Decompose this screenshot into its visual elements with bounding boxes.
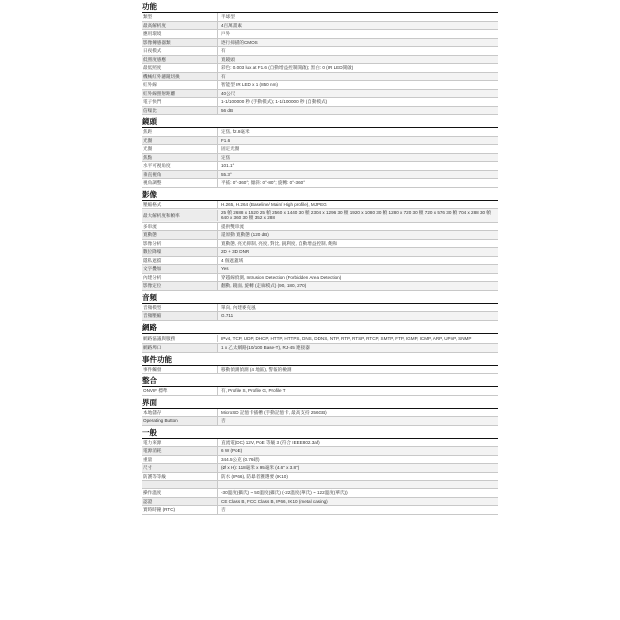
spec-row (142, 39, 498, 48)
spec-row (142, 64, 498, 73)
spec-row (142, 481, 498, 489)
spec-label: 紅外線照射距離 (142, 90, 218, 98)
spec-value: IPv4, TCP, UDP, DHCP, HTTP, HTTPS, DNS, DDNS, NTP, RTP, RTSP, RTCP, SMTP, FTP, IGMP, ICMP, ARP, UPnP, SNMP (221, 335, 472, 341)
spec-label: 影像傳感器類 (142, 39, 218, 47)
spec-label: 尺寸 (142, 464, 218, 472)
spec-label: 寬動態 (142, 231, 218, 239)
spec-label: 網路協議與服務 (142, 335, 218, 343)
spec-value: (Ø x H): 118毫米 x 95毫米 (4.6" x 3.8") (221, 465, 300, 471)
spec-label: 光圈 (142, 137, 218, 145)
spec-label: 重量 (142, 456, 218, 464)
spec-row (142, 387, 498, 396)
section-title: 界面 (142, 397, 157, 407)
spec-row (142, 30, 498, 39)
spec-label: 最低照度 (142, 64, 218, 72)
spec-value: 智能型 IR LED x 1 (850 nm) (221, 82, 278, 88)
spec-label: 電力來源 (142, 439, 218, 447)
spec-row (142, 56, 498, 65)
spec-value: 單向, 內建麥克風 (221, 304, 256, 310)
spec-label: 認證 (142, 498, 218, 506)
spec-value: 半球型 (221, 14, 235, 20)
spec-label: 數位降噪 (142, 248, 218, 256)
spec-label: Operating Button (142, 417, 218, 425)
spec-label: 電源消耗 (142, 447, 218, 455)
spec-value: 穿越線偵測, Intrusion Detection (Forbidden Area Detection) (221, 274, 342, 280)
spec-value: H.265, H.264 (Baseline/ Main/ High profile), MJPEG (221, 201, 327, 207)
spec-label: 信噪比 (142, 107, 218, 115)
spec-value: 提供雙串流 (221, 223, 244, 229)
spec-label: 視角調整 (142, 179, 218, 187)
spec-row (142, 447, 498, 456)
spec-value: 直流電(DC) 12V, PoE 等級 3 (符合 IEEE802.3af) (221, 439, 320, 445)
section-title: 影像 (142, 189, 157, 199)
spec-table (142, 438, 498, 515)
spec-label: 最大解析度和幀率 (142, 210, 218, 221)
section-title: 整合 (142, 376, 157, 386)
section-title: 一般 (142, 427, 157, 437)
spec-row (142, 231, 498, 240)
spec-row (142, 162, 498, 171)
spec-row (142, 223, 498, 232)
spec-label: 防護等等級 (142, 473, 218, 481)
spec-label: 影像定位 (142, 282, 218, 290)
spec-label: 焦距 (142, 128, 218, 136)
spec-label (142, 481, 218, 488)
spec-value: -30溫度(攝氏) ~ 50溫度(攝氏) (-22溫度(華氏) ~ 122溫度(華氏)) (221, 490, 348, 496)
spec-value: 防水 (IP66), 防暴者獲選要 (IK10) (221, 473, 288, 479)
spec-label: 電子快門 (142, 98, 218, 106)
spec-row (142, 464, 498, 473)
section-title: 音頻 (142, 292, 157, 302)
spec-value: 移動偵測偵測 (4 地區), 警報的檢測 (221, 366, 292, 372)
spec-value: 否 (221, 507, 226, 513)
spec-value: 101.1° (221, 163, 235, 169)
spec-table (142, 303, 498, 321)
spec-label: 日夜模式 (142, 47, 218, 55)
section-title: 功能 (142, 2, 157, 11)
spec-row (142, 489, 498, 498)
spec-label: 水平可視角度 (142, 162, 218, 170)
spec-value: 定焦, f2.8毫米 (221, 129, 250, 135)
spec-row (142, 81, 498, 90)
spec-label: 機械紅外濾鏡切換 (142, 73, 218, 81)
spec-table (142, 365, 498, 375)
spec-label: 焦點 (142, 154, 218, 162)
spec-value: 否 (221, 418, 226, 424)
spec-value: Yes (221, 266, 229, 272)
spec-label: 操作溫度 (142, 489, 218, 497)
spec-row (142, 22, 498, 31)
spec-label: 最高解析度 (142, 22, 218, 30)
spec-label: ONVIF 標準 (142, 387, 218, 395)
spec-row (142, 304, 498, 313)
spec-value: F1.6 (221, 137, 231, 143)
spec-row (142, 13, 498, 22)
spec-row (142, 201, 498, 210)
spec-row (142, 506, 498, 515)
spec-value: 4百萬畫素 (221, 22, 242, 28)
spec-value: 寬鏡頭 (221, 56, 235, 62)
spec-value: 344.5公克 (0.76磅) (221, 456, 260, 462)
section-title: 事件功能 (142, 354, 172, 364)
spec-label: 實時時鐘 (RTC) (142, 506, 218, 514)
spec-label: 事件觸發 (142, 366, 218, 374)
spec-label: 低照度感應 (142, 56, 218, 64)
spec-row (142, 179, 498, 188)
spec-row (142, 128, 498, 137)
spec-value: 翻動, 鏡面, 旋轉 (走廊模式) (90, 180, 270) (221, 283, 307, 289)
spec-value: 還原動 寬動態 (120 dB) (221, 232, 269, 238)
spec-row (142, 154, 498, 163)
spec-value: 戶外 (221, 31, 231, 37)
spec-row (142, 439, 498, 448)
spec-label: 多串流 (142, 223, 218, 231)
spec-label: 應用環境 (142, 30, 218, 38)
section-title: 鏡頭 (142, 117, 157, 126)
spec-row (142, 171, 498, 180)
spec-table (142, 408, 498, 426)
spec-label: 本地儲存 (142, 409, 218, 417)
spec-value: 55.3° (221, 171, 232, 177)
spec-label: 隱私遮擋 (142, 257, 218, 265)
spec-table (142, 200, 498, 291)
spec-label: 文字疊加 (142, 265, 218, 273)
spec-label: 內建分析 (142, 274, 218, 282)
spec-row (142, 90, 498, 99)
spec-table (142, 12, 498, 115)
spec-row (142, 344, 498, 353)
spec-value: 逐行掃描的CMOS (221, 39, 258, 45)
spec-label: 音頻模型 (142, 304, 218, 312)
spec-row (142, 334, 498, 345)
spec-label: 光圈 (142, 145, 218, 153)
spec-value: 6 W (PoE) (221, 448, 243, 454)
spec-row (142, 145, 498, 154)
spec-row (142, 73, 498, 82)
spec-value: 4 個遮蓋域 (221, 257, 244, 263)
spec-row (142, 248, 498, 257)
spec-value: 40公尺 (221, 90, 236, 96)
spec-row (142, 107, 498, 116)
spec-value: 彩色: 0.003 lux at F1.6 (自動增益控制開啟); 黑白: 0 (IR LED開啟) (221, 65, 354, 71)
spec-row (142, 473, 498, 482)
spec-label: 類型 (142, 13, 218, 21)
spec-table (142, 127, 498, 188)
spec-row (142, 98, 498, 107)
spec-value: G.711 (221, 313, 234, 319)
spec-row (142, 240, 498, 249)
spec-row (142, 274, 498, 283)
spec-value: 寬動態, 亮光抑制, 亮度, 對比, 鋭利度, 自動增益控制, 飽和 (221, 240, 338, 246)
spec-row (142, 498, 498, 507)
spec-value: MicroSD 記憶卡插槽 (手動記憶卡, 最高支持 256GB) (221, 409, 327, 415)
spec-value: 固定光圈 (221, 146, 240, 152)
spec-row (142, 47, 498, 56)
spec-row (142, 209, 498, 223)
spec-value: CE Class B, FCC Class B, IP66, IK10 (metal casing) (221, 498, 328, 504)
spec-sheet (142, 0, 498, 515)
spec-value: 1 x 乙太網路(10/100 Base-T), RJ-45 連接器 (221, 345, 310, 351)
spec-label: 網路埠口 (142, 344, 218, 352)
spec-value: 56 dB (221, 107, 234, 113)
spec-row (142, 137, 498, 146)
spec-value: 2D + 3D DNR (221, 249, 250, 255)
spec-row (142, 312, 498, 321)
spec-label: 影像分析 (142, 240, 218, 248)
spec-value: 有 (221, 73, 226, 79)
spec-row (142, 282, 498, 291)
spec-table (142, 333, 498, 353)
spec-label: 紅外線 (142, 81, 218, 89)
spec-row (142, 409, 498, 418)
spec-row (142, 456, 498, 465)
spec-value: 1-1/100000 秒 (手動模式); 1-1/100000 秒 (自動模式) (221, 99, 328, 105)
spec-row (142, 265, 498, 274)
spec-value: 有, Profile S, Profile G, Profile T (221, 388, 286, 394)
spec-row (142, 366, 498, 375)
section-title: 網路 (142, 322, 157, 332)
spec-value: 25 幀 2688 x 1520 25 幀 2560 x 1440 30 幀 2304 x 1296 30 幀 1920 x 1080 30 幀 1280 x 720 30 幀 720 x 576 30 幀 704 x 288 30 幀 640 x 360 30 幀 352 x 288 (221, 210, 491, 221)
spec-row (142, 257, 498, 266)
spec-label: 壓縮格式 (142, 201, 218, 209)
spec-row (142, 417, 498, 426)
spec-label: 音頻壓縮 (142, 312, 218, 320)
spec-value: 平搖: 0°-360°; 傾斜: 0°-80°; 旋轉: 0°-360° (221, 180, 306, 186)
spec-label: 垂直視角 (142, 171, 218, 179)
spec-table (142, 386, 498, 396)
spec-value: 定焦 (221, 154, 231, 160)
spec-value: 有 (221, 48, 226, 54)
